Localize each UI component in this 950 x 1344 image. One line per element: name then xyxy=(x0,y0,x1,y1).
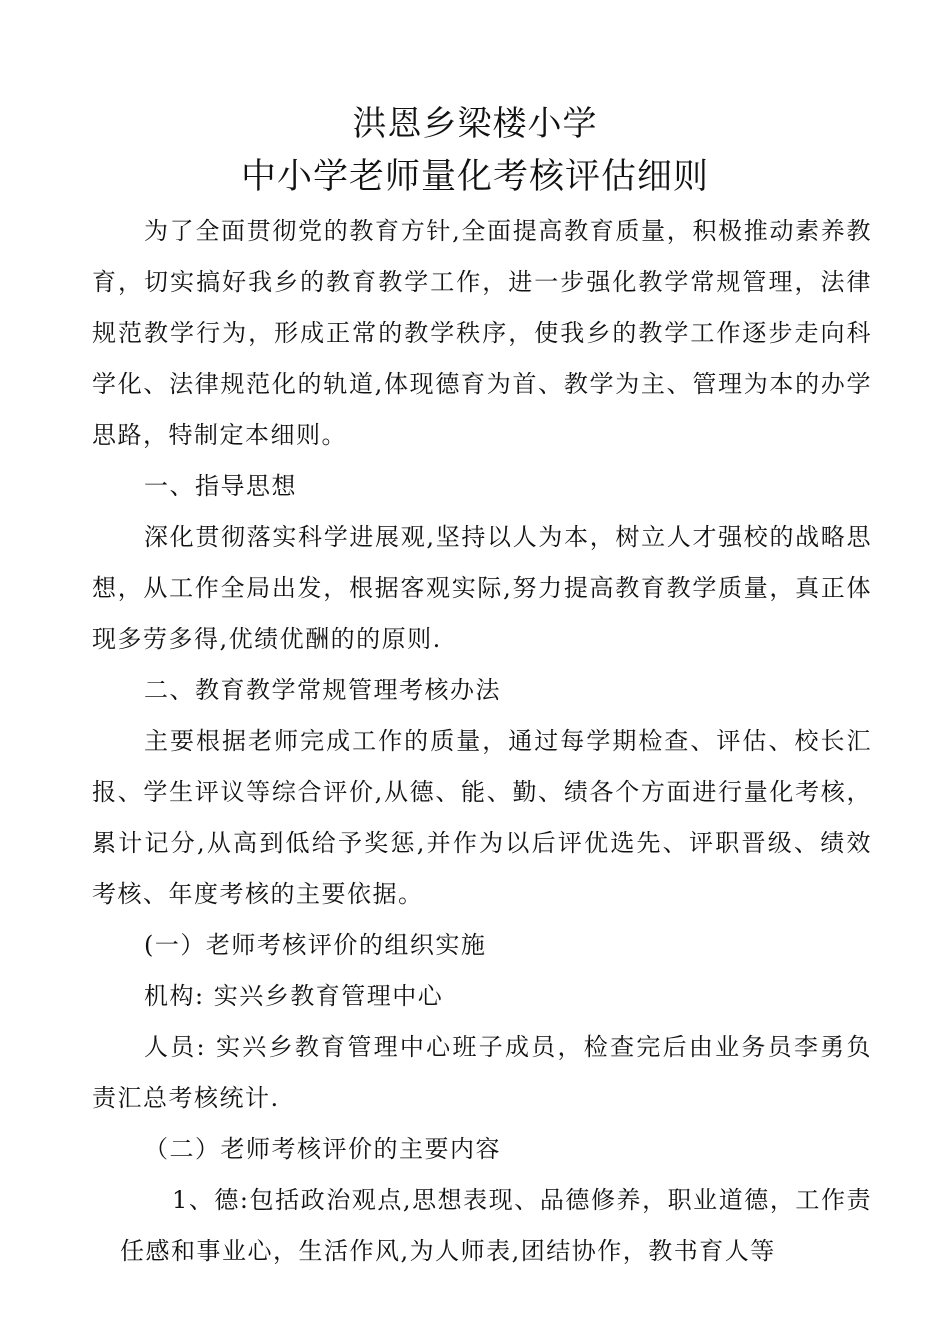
personnel-paragraph: 人员: 实兴乡教育管理中心班子成员，检查完后由业务员李勇负责汇总考核统计. xyxy=(92,1033,872,1112)
school-name-title: 洪恩乡梁楼小学 xyxy=(352,104,598,144)
subsection-heading-organization: (一）老师考核评价的组织实施 xyxy=(144,931,487,959)
section-heading-guiding-thought: 一、指导思想 xyxy=(144,472,297,500)
document-title: 中小学老师量化考核评估细则 xyxy=(240,157,709,197)
organization-line: 机构: 实兴乡教育管理中心 xyxy=(144,982,444,1010)
assessment-method-paragraph: 主要根据老师完成工作的质量，通过每学期检查、评估、校长汇报、学生评议等综合评价,从德、能、勤、绩各个方面进行量化考核，累计记分,从高到低给予奖惩,并作为以后评优选先、评职晋级、绩效考核、年度考核的主要依据。 xyxy=(92,727,872,908)
content-item-morality: 1、德:包括政治观点,思想表现、品德修养，职业道德，工作责任感和事业心，生活作风,为人师表,团结协作，教书育人等 xyxy=(120,1186,872,1265)
section-heading-assessment-method: 二、教育教学常规管理考核办法 xyxy=(144,676,501,704)
subsection-heading-content: （二）老师考核评价的主要内容 xyxy=(144,1135,501,1163)
guiding-thought-paragraph: 深化贯彻落实科学进展观,坚持以人为本，树立人才强校的战略思想，从工作全局出发，根据客观实际,努力提高教育教学质量，真正体现多劳多得,优绩优酬的的原则. xyxy=(92,523,872,653)
intro-paragraph: 为了全面贯彻党的教育方针,全面提高教育质量，积极推动素养教育，切实搞好我乡的教育教学工作，进一步强化教学常规管理，法律规范教学行为，形成正常的教学秩序，使我乡的教学工作逐步走向科学化、法律规范化的轨道,体现德育为首、教学为主、管理为本的办学思路，特制定本细则。 xyxy=(92,217,872,449)
document-body xyxy=(92,206,872,1277)
